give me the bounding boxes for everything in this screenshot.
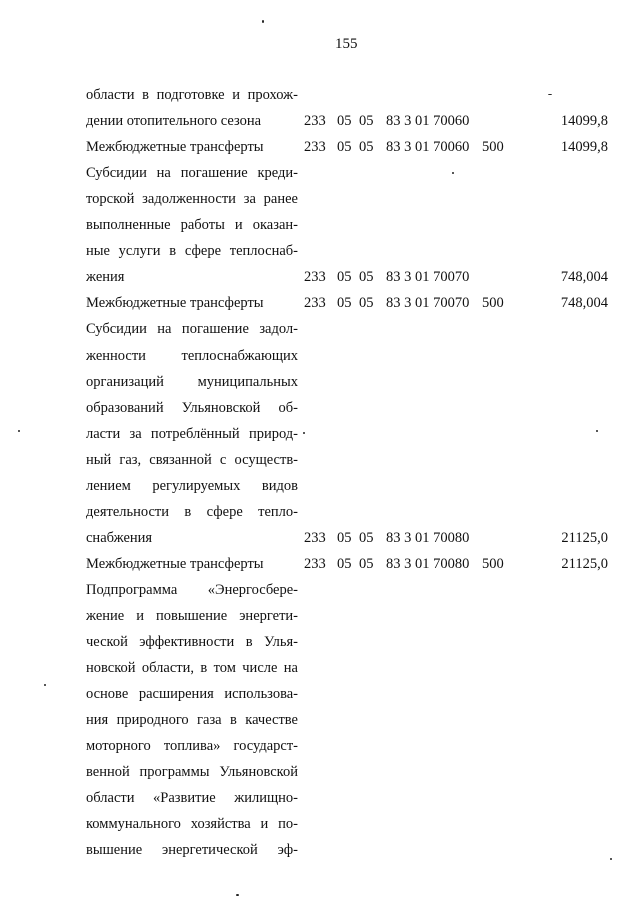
table-row [0, 447, 640, 473]
table-row [0, 369, 640, 395]
row-description: ния природного газа в качестве [86, 712, 298, 729]
table-row [0, 759, 640, 785]
table-row [0, 681, 640, 707]
row-description: дении отопительного сезона [86, 113, 262, 130]
table-row [0, 811, 640, 837]
amount: 14099,8 [560, 139, 608, 156]
subsection-code: 05 [359, 529, 374, 546]
table-row [0, 473, 640, 499]
target-article-code: 83 3 01 70060 [386, 139, 470, 156]
row-description: жения [86, 269, 125, 286]
table-row [0, 212, 640, 238]
department-code: 233 [304, 269, 326, 286]
table-row [0, 290, 640, 316]
table-row [0, 134, 640, 160]
department-code: 233 [304, 113, 326, 130]
target-article-code: 83 3 01 70060 [386, 113, 470, 130]
table-row [0, 603, 640, 629]
section-code: 05 [337, 113, 352, 130]
amount: 748,004 [560, 295, 608, 312]
row-description: торской задолженности за ранее [86, 191, 298, 208]
table-row [0, 655, 640, 681]
row-description: организаций муниципальных [86, 373, 298, 390]
row-description: моторного топлива» государст- [86, 738, 298, 755]
table-row [0, 108, 640, 134]
row-description: образований Ульяновской об- [86, 399, 298, 416]
row-description: выполненные работы и оказан- [86, 217, 298, 234]
row-description: Подпрограмма «Энергосбере- [86, 581, 298, 598]
row-description: коммунального хозяйства и по- [86, 816, 298, 833]
row-description: области в подготовке и прохож- [86, 87, 298, 103]
scan-speck [236, 894, 239, 896]
row-description: ласти за потреблённый природ- [86, 425, 298, 442]
section-code: 05 [337, 139, 352, 156]
table-row [0, 238, 640, 264]
expense-type-code: 500 [482, 555, 504, 572]
amount: 748,004 [560, 269, 608, 286]
department-code: 233 [304, 139, 326, 156]
target-article-code: 83 3 01 70080 [386, 529, 470, 546]
row-description: женности теплоснабжающих [86, 347, 298, 364]
table-row [0, 837, 640, 863]
table-row [0, 733, 640, 759]
row-description: вышение энергетической эф- [86, 842, 298, 859]
table-row [0, 551, 640, 577]
subsection-code: 05 [359, 139, 374, 156]
row-description: Субсидии на погашение задол- [86, 321, 298, 338]
table-row [0, 629, 640, 655]
expense-type-code: 500 [482, 139, 504, 156]
table-row [0, 264, 640, 290]
table-row [0, 186, 640, 212]
table-row [0, 577, 640, 603]
table-row [0, 707, 640, 733]
section-code: 05 [337, 269, 352, 286]
table-row [0, 395, 640, 421]
scan-speck [18, 430, 20, 432]
row-description: Межбюджетные трансферты [86, 295, 264, 312]
row-description: ный газ, связанной с осуществ- [86, 451, 298, 468]
subsection-code: 05 [359, 295, 374, 312]
row-description: лением регулируемых видов [86, 477, 298, 494]
target-article-code: 83 3 01 70070 [386, 295, 470, 312]
table-row [0, 499, 640, 525]
table-row [0, 82, 640, 108]
row-description: Субсидии на погашение креди- [86, 165, 298, 182]
row-description: венной программы Ульяновской [86, 764, 298, 781]
row-description: области «Развитие жилищно- [86, 790, 298, 807]
section-code: 05 [337, 555, 352, 572]
row-description: снабжения [86, 529, 153, 546]
table-row [0, 525, 640, 551]
table-row [0, 160, 640, 186]
row-description: жение и повышение энергети- [86, 608, 298, 624]
department-code: 233 [304, 295, 326, 312]
row-description: деятельности в сфере тепло- [86, 503, 298, 520]
scan-speck [596, 430, 598, 432]
amount: 14099,8 [560, 113, 608, 130]
amount: 21125,0 [561, 529, 608, 546]
row-description: Межбюджетные трансферты [86, 555, 264, 572]
subsection-code: 05 [359, 113, 374, 130]
section-code: 05 [337, 295, 352, 312]
expense-type-code: 500 [482, 295, 504, 312]
section-code: 05 [337, 529, 352, 546]
scan-speck [44, 684, 46, 686]
target-article-code: 83 3 01 70080 [386, 555, 470, 572]
scan-speck [548, 94, 552, 95]
scan-speck [262, 20, 264, 23]
row-description: ные услуги в сфере теплоснаб- [86, 243, 298, 260]
table-row [0, 785, 640, 811]
row-description: новской области, в том числе на [86, 660, 298, 677]
scan-speck [452, 172, 454, 174]
amount: 21125,0 [561, 555, 608, 572]
row-description: основе расширения использова- [86, 686, 298, 703]
subsection-code: 05 [359, 555, 374, 572]
scan-speck [303, 432, 305, 434]
table-row [0, 316, 640, 342]
table-row [0, 421, 640, 447]
department-code: 233 [304, 555, 326, 572]
row-description: Межбюджетные трансферты [86, 139, 264, 156]
department-code: 233 [304, 529, 326, 546]
page-number: 155 [335, 36, 358, 52]
subsection-code: 05 [359, 269, 374, 286]
scan-speck [610, 858, 612, 860]
target-article-code: 83 3 01 70070 [386, 269, 470, 286]
table-row [0, 343, 640, 369]
row-description: ческой эффективности в Улья- [86, 634, 298, 651]
